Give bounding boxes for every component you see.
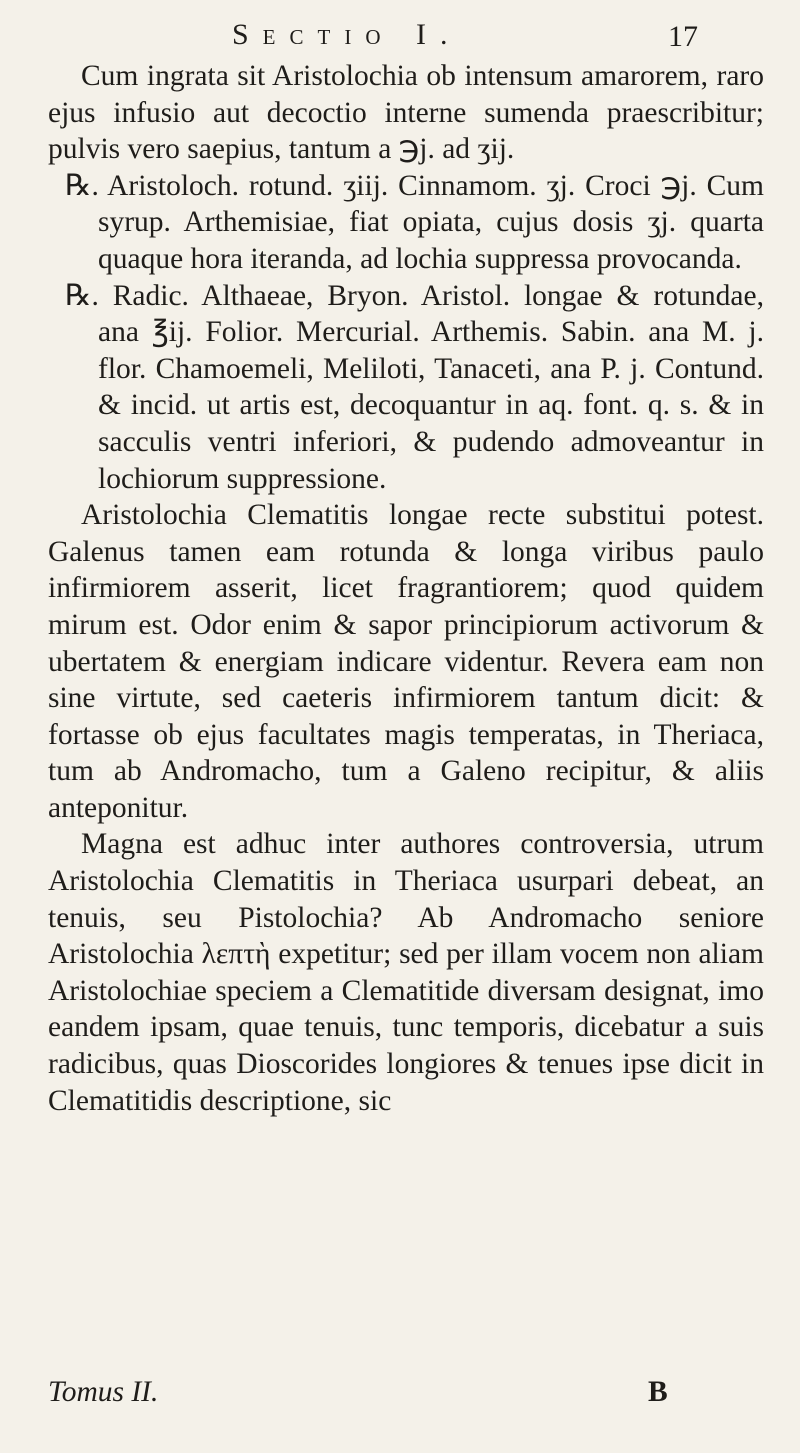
running-head-title: Sectio I.	[232, 18, 462, 51]
page-number: 17	[668, 20, 698, 53]
page-footer	[48, 1376, 764, 1416]
signature-mark: B	[648, 1376, 668, 1408]
volume-label: Tomus II.	[48, 1376, 159, 1408]
body-text	[48, 58, 764, 1119]
paragraph-dosage: Cum ingrata sit Aristolochia ob intensum amarorem, raro ejus infusio aut decoctio interne sumenda praescribitur; pulvis vero saepius, tantum a ℈j. ad ʒij.	[48, 60, 764, 166]
recipe-opiata: ℞. Aristoloch. rotund. ʒiij. Cinnamom. ʒj. Croci ℈j. Cum syrup. Arthemisiae, fiat opiata, cujus dosis ʒj. quarta quaque hora iteranda, ad lochia suppressa provocanda.	[65, 169, 764, 275]
paragraph-controversy: Magna est adhuc inter authores controversia, utrum Aristolochia Clematitis in Theriaca usurpari debeat, an tenuis, seu Pistolochia? Ab Andromacho seniore Aristolochia λεπτὴ expetitur; sed per illam vocem non aliam Aristolochiae speciem a Clematitide diversam designat, imo eandem ipsam, quae tenuis, tunc temporis, dicebatur a suis radicibus, quas Dioscorides longiores & tenues ipse dicit in Clematitidis descriptione, sic	[48, 828, 764, 1117]
recipe-fomentation: ℞. Radic. Althaeae, Bryon. Aristol. longae & rotundae, ana ℥ij. Folior. Mercurial. Arthemis. Sabin. ana M. j. flor. Chamoemeli, Meliloti, Tanaceti, ana P. j. Contund. & incid. ut artis est, decoquantur in aq. font. q. s. & in sacculis ventri inferiori, & pudendo admoveantur in lochiorum suppressione.	[65, 279, 764, 495]
paragraph-clematitis: Aristolochia Clematitis longae recte substitui potest. Galenus tamen eam rotunda & longa viribus paulo infirmiorem asserit, licet fragrantiorem; quod quidem mirum est. Odor enim & sapor principiorum activorum & ubertatem & energiam indicare videntur. Revera eam non sine virtute, sed caeteris infirmiorem tantum dicit: & fortasse ob ejus facultates magis temperatas, in Theriaca, tum ab Andromacho, tum a Galeno recipitur, & aliis anteponitur.	[48, 499, 764, 824]
running-header	[0, 18, 800, 58]
